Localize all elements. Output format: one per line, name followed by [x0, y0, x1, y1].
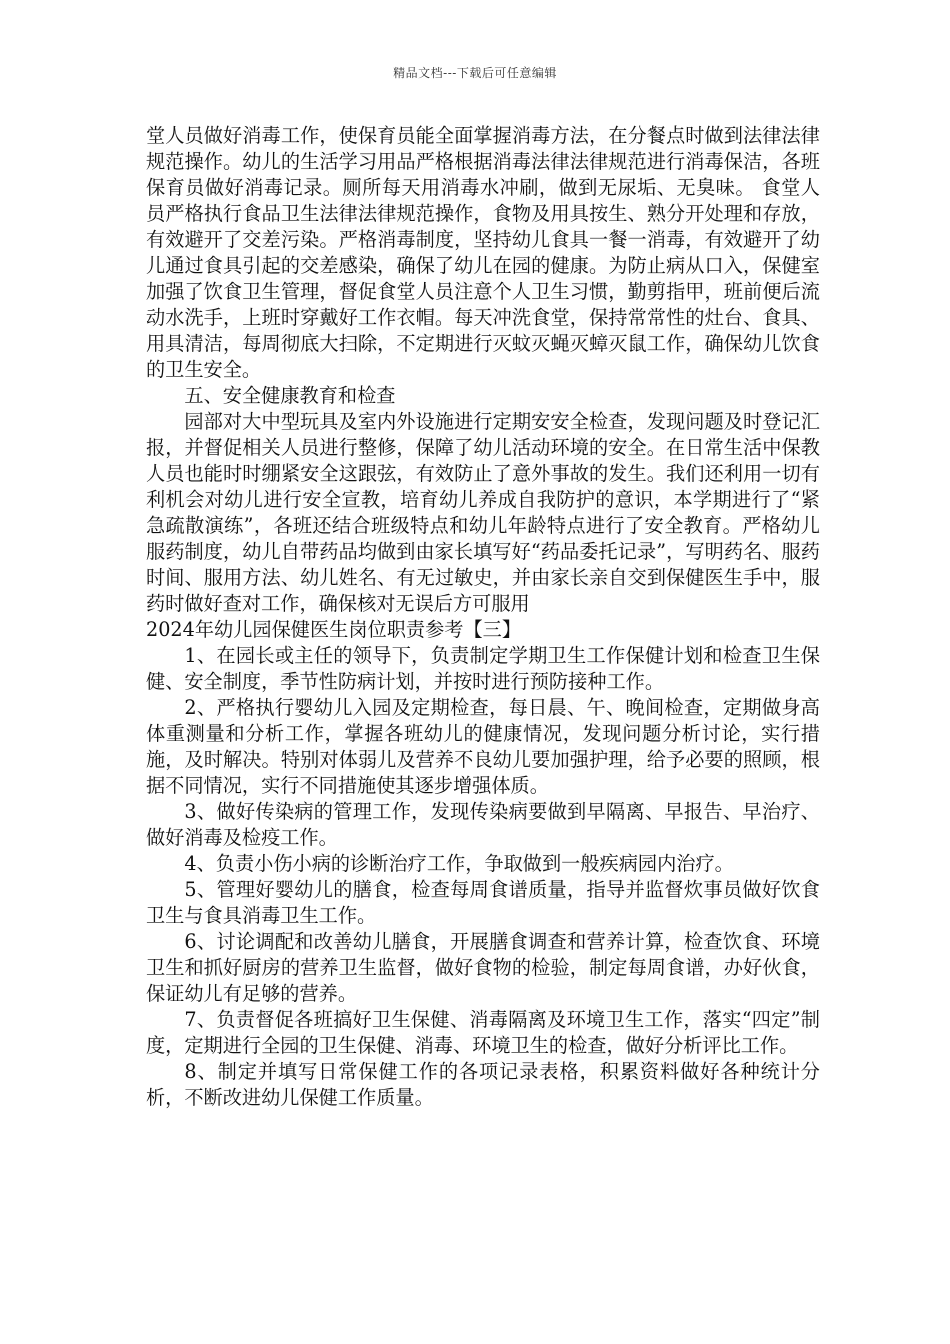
section-heading-safety: 五、安全健康教育和检查 — [184, 384, 396, 407]
duty-item-4: 4、负责小伤小病的诊断治疗工作，争取做到一般疾病园内治疗。 — [184, 852, 734, 875]
document-section-title: 2024年幼儿园保健医生岗位职责参考【三】 — [146, 618, 522, 641]
document-body — [146, 123, 820, 1111]
duty-item-3: 3、做好传染病的管理工作，发现传染病要做到早隔离、早报告、早治疗、做好消毒及检疫工作。 — [146, 800, 820, 849]
page-header: 精品文档---下载后可任意编辑 — [393, 66, 557, 80]
duty-item-2: 2、严格执行婴幼儿入园及定期检查，每日晨、午、晚间检查，定期做身高体重测量和分析工作，掌握各班幼儿的健康情况，发现问题分析讨论，实行措施，及时解决。特别对体弱儿及营养不良幼儿要加强护理，给予必要的照顾，根据不同情况，实行不同措施使其逐步增强体质。 — [146, 696, 820, 797]
duty-item-6: 6、讨论调配和改善幼儿膳食，开展膳食调查和营养计算，检查饮食、环境卫生和抓好厨房的营养卫生监督，做好食物的检验，制定每周食谱，办好伙食，保证幼儿有足够的营养。 — [146, 930, 820, 1005]
duty-item-1: 1、在园长或主任的领导下，负责制定学期卫生工作保健计划和检查卫生保健、安全制度，季节性防病计划，并按时进行预防接种工作。 — [146, 644, 820, 693]
paragraph-safety-inspection: 园部对大中型玩具及室内外设施进行定期安安全检查，发现问题及时登记汇报，并督促相关人员进行整修，保障了幼儿活动环境的安全。在日常生活中保教人员也能时时绷紧安全这跟弦，有效防止了意外事故的发生。我们还利用一切有利机会对幼儿进行安全宣教，培育幼儿养成自我防护的意识，本学期进行了“紧急疏散演练”，各班还结合班级特点和幼儿年龄特点进行了安全教育。严格幼儿服药制度，幼儿自带药品均做到由家长填写好“药品委托记录”，写明药名、服药时间、服用方法、幼儿姓名、有无过敏史，并由家长亲自交到保健医生手中，服药时做好查对工作，确保核对无误后方可服用 — [146, 410, 820, 615]
duty-item-5: 5、管理好婴幼儿的膳食，检查每周食谱质量，指导并监督炊事员做好饮食卫生与食具消毒卫生工作。 — [146, 878, 820, 927]
paragraph-hygiene-continued: 堂人员做好消毒工作，使保育员能全面掌握消毒方法，在分餐点时做到法律法律规范操作。幼儿的生活学习用品严格根据消毒法律法律规范进行消毒保洁，各班保育员做好消毒记录。厕所每天用消毒水冲刷，做到无尿垢、无臭味。 食堂人员严格执行食品卫生法律法律规范操作，食物及用具按生、熟分开处理和存放，有效避开了交差污染。严格消毒制度，坚持幼儿食具一餐一消毒，有效避开了幼儿通过食具引起的交差感染，确保了幼儿在园的健康。为防止病从口入，保健室加强了饮食卫生管理，督促食堂人员注意个人卫生习惯，勤剪指甲，班前便后流动水洗手，上班时穿戴好工作衣帽。每天冲洗食堂，保持常常性的灶台、食具、用具清洁，每周彻底大扫除，不定期进行灭蚊灭蝇灭蟑灭鼠工作，确保幼儿饮食的卫生安全。 — [146, 124, 820, 381]
duty-item-8: 8、制定并填写日常保健工作的各项记录表格，积累资料做好各种统计分析，不断改进幼儿保健工作质量。 — [146, 1060, 820, 1109]
duty-item-7: 7、负责督促各班搞好卫生保健、消毒隔离及环境卫生工作，落实“四定”制度，定期进行全园的卫生保健、消毒、环境卫生的检查，做好分析评比工作。 — [146, 1008, 820, 1057]
